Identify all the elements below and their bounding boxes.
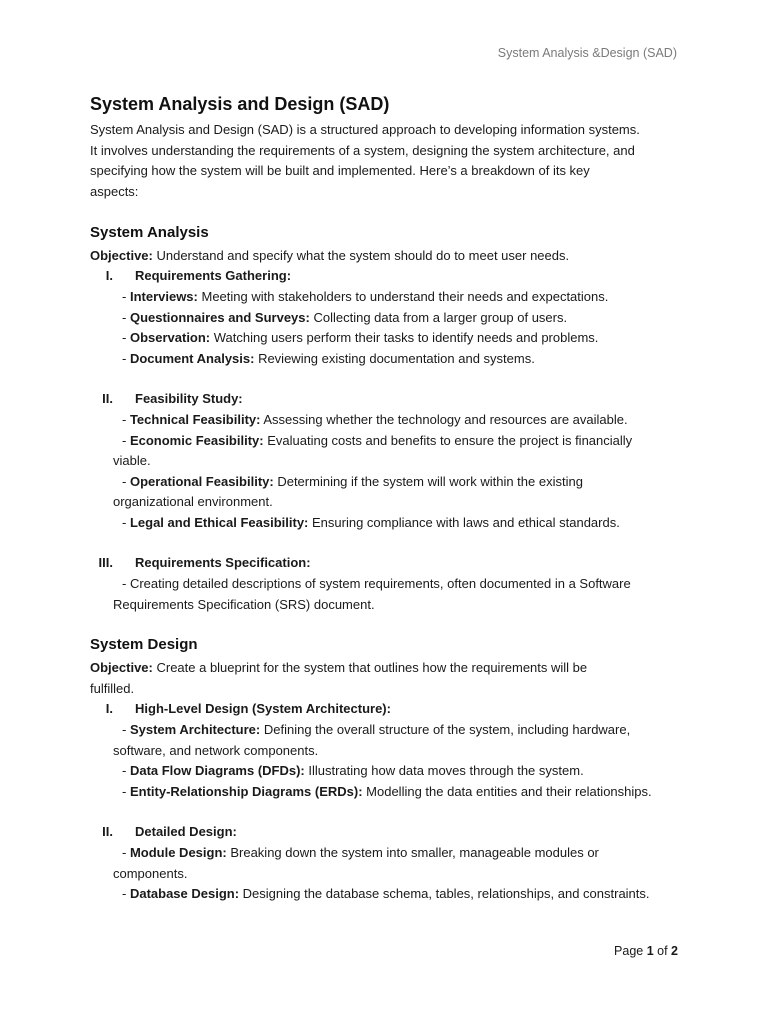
subsection-title: Requirements Specification: — [135, 555, 311, 570]
section-heading-analysis: System Analysis — [90, 224, 209, 241]
list-item: - Technical Feasibility: Assessing whether the technology and resources are available. — [122, 412, 628, 427]
list-item-continuation: software, and network components. — [113, 742, 319, 758]
list-item: - Data Flow Diagrams (DFDs): Illustrating how data moves through the system. — [122, 763, 584, 779]
list-numeral: III. — [98, 555, 113, 570]
analysis-objective — [90, 246, 569, 267]
list-item: - Questionnaires and Surveys: Collecting data from a larger group of users. — [122, 309, 568, 325]
list-item: - Legal and Ethical Feasibility: Ensuring compliance with laws and ethical standards. — [122, 515, 620, 530]
list-numeral: II. — [102, 391, 113, 406]
objective-label: Objective: — [90, 660, 153, 675]
list-item: - Observation: Watching users perform their tasks to identify needs and problems. — [122, 330, 599, 346]
document-title: System Analysis and Design (SAD) — [90, 94, 390, 114]
list-item: - Document Analysis: Reviewing existing documentation and systems. — [122, 350, 535, 366]
list-item-continuation: viable. — [113, 453, 151, 469]
intro-line-2: It involves understanding the requirements of a system, designing the system architecture, and — [90, 142, 635, 158]
list-item: - Interviews: Meeting with stakeholders to understand their needs and expectations. — [122, 289, 609, 304]
list-item: - Database Design: Designing the database schema, tables, relationships, and constraints. — [122, 886, 650, 902]
list-numeral: I. — [105, 268, 113, 283]
list-item-continuation: Requirements Specification (SRS) document. — [113, 596, 375, 612]
intro-line-1: System Analysis and Design (SAD) is a structured approach to developing information systems. — [90, 122, 640, 137]
objective-text: Understand and specify what the system should do to meet user needs. — [152, 248, 570, 263]
list-item: - System Architecture: Defining the overall structure of the system, including hardware, — [122, 722, 631, 737]
intro-line-4: aspects: — [90, 183, 139, 199]
objective-text: Create a blueprint for the system that outlines how the requirements will be — [152, 660, 588, 675]
section-heading-design: System Design — [90, 636, 198, 653]
list-item: - Operational Feasibility: Determining if the system will work within the existing — [122, 473, 583, 489]
subsection-title: Feasibility Study: — [135, 391, 243, 406]
subsection-title: Requirements Gathering: — [135, 268, 292, 283]
objective-label: Objective: — [90, 248, 153, 263]
subsection-title: High-Level Design (System Architecture): — [135, 701, 391, 716]
running-header: System Analysis &Design (SAD) — [497, 46, 677, 60]
list-item: - Creating detailed descriptions of system requirements, often documented in a Software — [122, 576, 631, 591]
design-objective-continuation: fulfilled. — [90, 680, 135, 696]
subsection-title: Detailed Design: — [135, 824, 237, 839]
design-objective — [90, 658, 587, 679]
intro-line-3: specifying how the system will be built and implemented. Here’s a breakdown of its key — [90, 163, 590, 179]
list-item: - Economic Feasibility: Evaluating costs and benefits to ensure the project is financially — [122, 432, 633, 448]
list-numeral: I. — [105, 701, 113, 716]
list-item-continuation: organizational environment. — [113, 494, 273, 510]
list-numeral: II. — [102, 824, 113, 839]
list-item: - Entity-Relationship Diagrams (ERDs): Modelling the data entities and their relationships. — [122, 783, 652, 799]
list-item: - Module Design: Breaking down the system into smaller, manageable modules or — [122, 845, 599, 860]
page-number: Page 1 of 2 — [614, 944, 678, 958]
list-item-continuation: components. — [113, 865, 188, 881]
